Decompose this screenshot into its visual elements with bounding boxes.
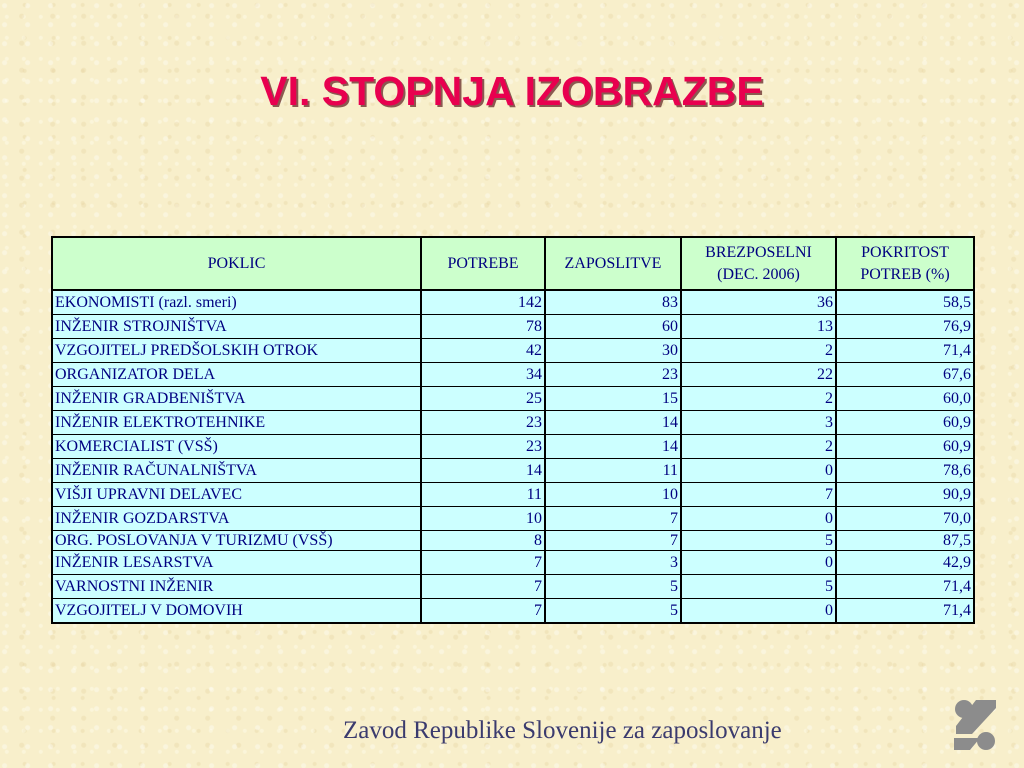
table-row	[52, 315, 974, 339]
cell-pokritost: 60,0	[836, 387, 974, 411]
cell-poklic: INŽENIR RAČUNALNIŠTVA	[52, 459, 421, 483]
table-row	[52, 507, 974, 531]
cell-potrebe: 78	[421, 315, 545, 339]
cell-poklic: VARNOSTNI INŽENIR	[52, 575, 421, 599]
cell-poklic: INŽENIR ELEKTROTEHNIKE	[52, 411, 421, 435]
cell-poklic: INŽENIR STROJNIŠTVA	[52, 315, 421, 339]
cell-poklic: VIŠJI UPRAVNI DELAVEC	[52, 483, 421, 507]
cell-pokritost: 58,5	[836, 290, 974, 315]
header-brezposelni-line2: (DEC. 2006)	[717, 265, 800, 283]
cell-potrebe: 10	[421, 507, 545, 531]
cell-potrebe: 142	[421, 290, 545, 315]
cell-brezposelni: 3	[681, 411, 836, 435]
cell-pokritost: 90,9	[836, 483, 974, 507]
header-potrebe	[421, 237, 545, 290]
table-row	[52, 551, 974, 575]
table-row	[52, 339, 974, 363]
cell-brezposelni: 13	[681, 315, 836, 339]
cell-pokritost: 76,9	[836, 315, 974, 339]
cell-brezposelni: 2	[681, 339, 836, 363]
cell-pokritost: 71,4	[836, 599, 974, 624]
cell-brezposelni: 2	[681, 435, 836, 459]
cell-pokritost: 67,6	[836, 363, 974, 387]
table-header	[52, 237, 974, 290]
cell-potrebe: 23	[421, 435, 545, 459]
table-row	[52, 290, 974, 315]
cell-potrebe: 25	[421, 387, 545, 411]
cell-potrebe: 11	[421, 483, 545, 507]
table-row	[52, 599, 974, 624]
cell-brezposelni: 5	[681, 575, 836, 599]
cell-potrebe: 34	[421, 363, 545, 387]
header-zaposlitve	[545, 237, 681, 290]
cell-poklic: KOMERCIALIST (VSŠ)	[52, 435, 421, 459]
cell-zaposlitve: 23	[545, 363, 681, 387]
cell-potrebe: 7	[421, 599, 545, 624]
occupation-table	[51, 236, 975, 624]
cell-potrebe: 23	[421, 411, 545, 435]
cell-brezposelni: 36	[681, 290, 836, 315]
table-header-row	[52, 237, 974, 290]
cell-poklic: INŽENIR GOZDARSTVA	[52, 507, 421, 531]
cell-poklic: ORG. POSLOVANJA V TURIZMU (VSŠ)	[52, 531, 421, 551]
cell-potrebe: 8	[421, 531, 545, 551]
table-row	[52, 363, 974, 387]
cell-zaposlitve: 5	[545, 599, 681, 624]
cell-potrebe: 7	[421, 575, 545, 599]
cell-zaposlitve: 10	[545, 483, 681, 507]
cell-pokritost: 60,9	[836, 411, 974, 435]
cell-pokritost: 70,0	[836, 507, 974, 531]
cell-zaposlitve: 83	[545, 290, 681, 315]
table-row	[52, 459, 974, 483]
cell-potrebe: 42	[421, 339, 545, 363]
table-body	[52, 290, 974, 623]
cell-pokritost: 60,9	[836, 435, 974, 459]
cell-poklic: INŽENIR GRADBENIŠTVA	[52, 387, 421, 411]
cell-zaposlitve: 3	[545, 551, 681, 575]
cell-brezposelni: 22	[681, 363, 836, 387]
header-pokritost	[836, 237, 974, 290]
cell-brezposelni: 0	[681, 459, 836, 483]
cell-zaposlitve: 7	[545, 507, 681, 531]
cell-brezposelni: 2	[681, 387, 836, 411]
table-row	[52, 435, 974, 459]
header-pokritost-line2: POTREB (%)	[860, 265, 950, 283]
slide-title: VI. STOPNJA IZOBRAZBE	[260, 68, 764, 114]
cell-zaposlitve: 7	[545, 531, 681, 551]
table-row	[52, 531, 974, 551]
cell-pokritost: 42,9	[836, 551, 974, 575]
table-row	[52, 411, 974, 435]
header-pokritost-line1: POKRITOST	[861, 243, 949, 261]
cell-poklic: INŽENIR LESARSTVA	[52, 551, 421, 575]
cell-pokritost: 78,6	[836, 459, 974, 483]
cell-pokritost: 71,4	[836, 339, 974, 363]
cell-zaposlitve: 60	[545, 315, 681, 339]
cell-zaposlitve: 14	[545, 411, 681, 435]
header-brezposelni-line1: BREZPOSELNI	[705, 243, 812, 261]
cell-brezposelni: 7	[681, 483, 836, 507]
cell-zaposlitve: 14	[545, 435, 681, 459]
header-zaposlitve-label: ZAPOSLITVE	[564, 254, 662, 272]
cell-potrebe: 7	[421, 551, 545, 575]
table-row	[52, 483, 974, 507]
cell-zaposlitve: 30	[545, 339, 681, 363]
cell-zaposlitve: 11	[545, 459, 681, 483]
cell-zaposlitve: 5	[545, 575, 681, 599]
cell-poklic: EKONOMISTI (razl. smeri)	[52, 290, 421, 315]
cell-pokritost: 87,5	[836, 531, 974, 551]
cell-poklic: VZGOJITELJ PREDŠOLSKIH OTROK	[52, 339, 421, 363]
cell-brezposelni: 0	[681, 599, 836, 624]
table-row	[52, 575, 974, 599]
cell-brezposelni: 0	[681, 507, 836, 531]
header-potrebe-label: POTREBE	[447, 254, 519, 272]
cell-pokritost: 71,4	[836, 575, 974, 599]
cell-zaposlitve: 15	[545, 387, 681, 411]
footer-organization: Zavod Republike Slovenije za zaposlovanje	[343, 717, 782, 744]
header-brezposelni	[681, 237, 836, 290]
zrsz-logo-icon	[952, 698, 998, 752]
header-poklic-label: POKLIC	[207, 254, 266, 272]
table-row	[52, 387, 974, 411]
cell-brezposelni: 0	[681, 551, 836, 575]
cell-poklic: VZGOJITELJ V DOMOVIH	[52, 599, 421, 624]
cell-potrebe: 14	[421, 459, 545, 483]
cell-poklic: ORGANIZATOR DELA	[52, 363, 421, 387]
cell-brezposelni: 5	[681, 531, 836, 551]
header-poklic	[52, 237, 421, 290]
